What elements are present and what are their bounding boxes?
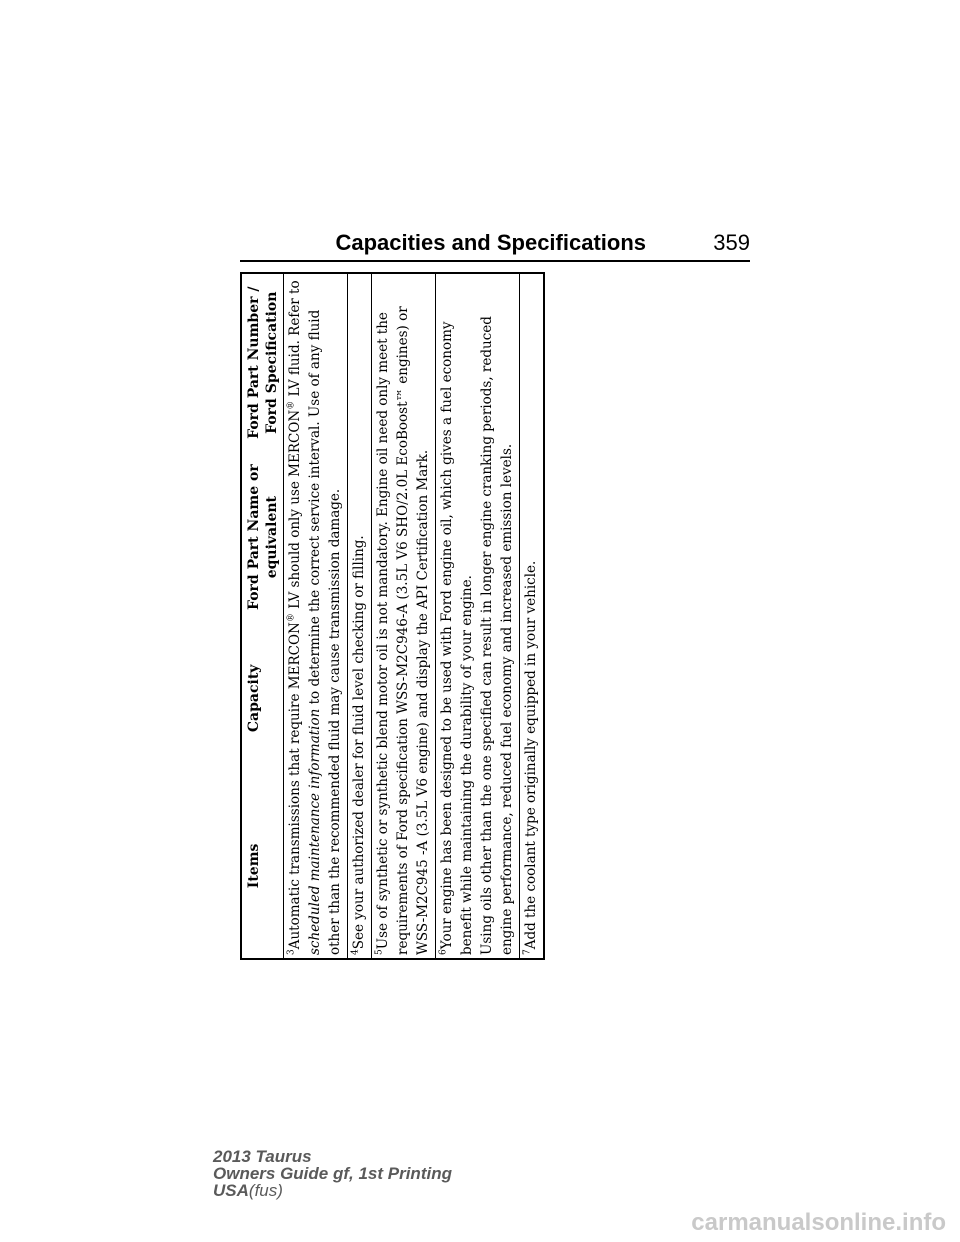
table-row [348,273,372,959]
footnote-text: LV fluid. Refer to [287,280,303,401]
column-header-part-name: Ford Part Name or equivalent [241,451,284,623]
header-rule [240,260,750,262]
footnote-paragraph [437,277,477,955]
footnote-7 [520,273,545,959]
table-row [284,273,348,959]
footer-guide: Owners Guide gf, 1st Printing [213,1164,452,1183]
footnote-6 [436,273,520,959]
footnote-number: 3 [286,949,297,955]
footnote-text: Your engine has been designed to be used with Ford engine oil, which gives a fuel economy benefit while maintaining the durability of your engine. [439,321,475,955]
table-row [436,273,520,959]
footnote-text: LV should only use MERCON [287,409,303,614]
column-header-items: Items [241,774,284,959]
footnote-text: Automatic transmissions that require MERCON [287,622,303,950]
footnote-text: to determine the correct service interval. Use of any fluid other than the recommended fluid may cause transmission damage. [307,309,343,955]
page-number: 359 [713,230,750,255]
footnote-text: Add the coolant type originally equipped in your vehicle. [523,560,539,950]
footer-region: (fus) [248,1181,283,1200]
footnote-paragraph: Using oils other than the one specified can result in longer engine cranking periods, reduced engine performance, reduced fuel economy and increased emission levels. [479,316,515,955]
maintenance-info-link[interactable]: scheduled maintenance information [307,708,323,955]
footer-country-line [213,1182,452,1199]
footnote-number: 6 [438,949,449,955]
column-header-part-number: Ford Part Number / Ford Specification [241,273,284,451]
page-header [240,228,750,268]
watermark: carmanualsonline.info [691,1209,946,1236]
table-row [372,273,436,959]
spec-table-wrapper [240,272,539,960]
footnote-4 [348,273,372,959]
footnote-text: Use of synthetic or synthetic blend motor oil is not mandatory. Engine oil need only meet the requirements of Ford specification WSS-M2C946-A (3.5L V6 SHO/2.0L EcoBoost™ engines) or WSS-M2C945 -A (3.5L V6 engine) and display the API Certification Mark. [375,306,431,955]
spec-table-rotated [240,272,539,960]
footnote-number: 5 [374,949,385,955]
registered-mark: ® [286,613,297,623]
footnote-text: See your authorized dealer for fluid level checking or filling. [351,535,367,950]
spec-table [240,272,545,960]
print-footer [213,1148,452,1199]
footer-model: 2013 Taurus [213,1147,312,1166]
footnote-5 [372,273,436,959]
footnote-3 [284,273,348,959]
footnote-number: 4 [350,949,361,955]
column-header-capacity: Capacity [241,623,284,774]
footnote-number: 7 [522,949,533,955]
table-header-row [241,273,284,959]
registered-mark: ® [286,400,297,410]
footer-country: USA [213,1181,249,1200]
section-title: Capacities and Specifications [335,230,646,255]
table-row [520,273,545,959]
